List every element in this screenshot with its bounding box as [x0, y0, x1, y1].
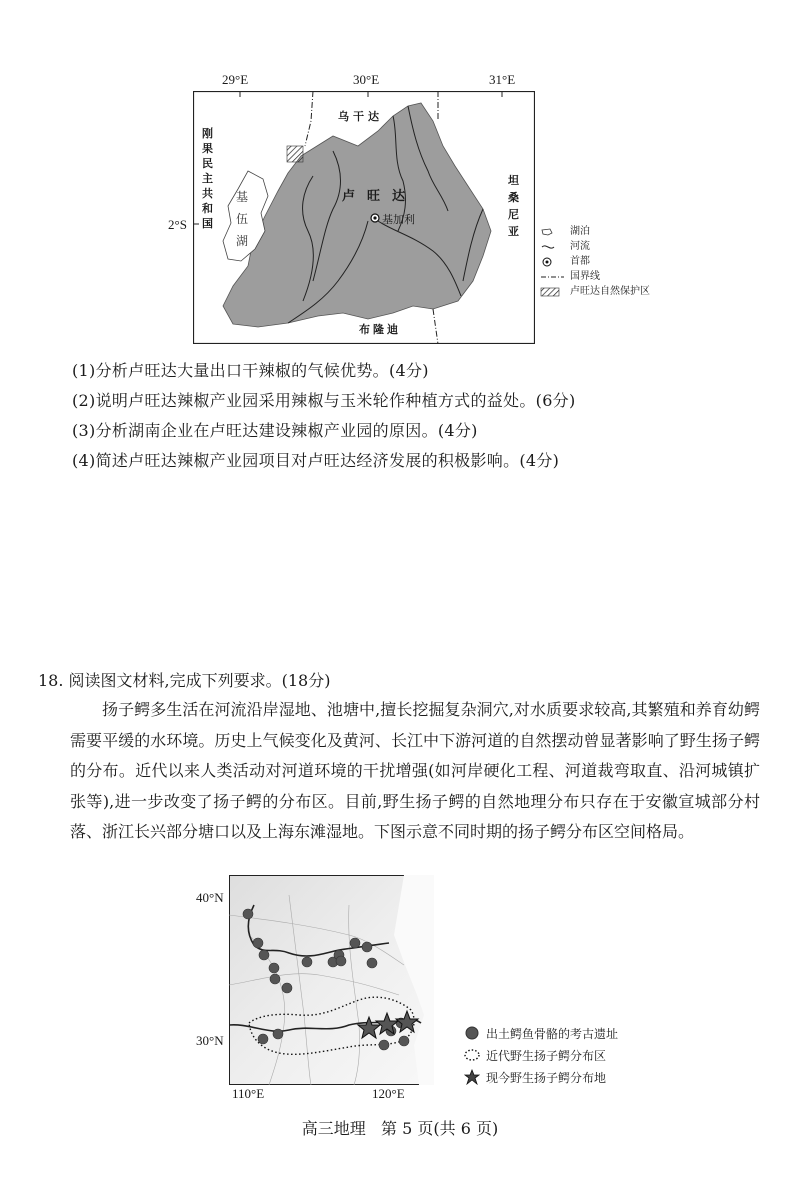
alligator-map [229, 875, 434, 1085]
capital-icon [540, 256, 566, 268]
legend-row [540, 239, 650, 254]
legend-label: 国界线 [570, 271, 600, 282]
label-congo: 刚果民主共和国 [202, 127, 213, 230]
legend-row [540, 284, 650, 299]
legend-label: 出土鳄鱼骨骼的考古遗址 [486, 1026, 619, 1041]
map1-legend [540, 224, 650, 299]
lake-icon [540, 226, 566, 238]
border-icon [540, 271, 566, 283]
river-icon [540, 241, 566, 253]
legend-label: 现今野生扬子鳄分布地 [486, 1070, 607, 1085]
label-uganda: 乌干达 [338, 110, 383, 123]
dot-icon [464, 1025, 480, 1041]
map2-lon-110: 110°E [232, 1086, 265, 1101]
reserve-icon [540, 286, 566, 298]
map2-legend [464, 1022, 618, 1088]
map2-lat-40: 40°N [196, 890, 224, 905]
question-1: (1)分析卢旺达大量出口干辣椒的气候优势。(4分) [72, 361, 429, 380]
legend-row [464, 1044, 618, 1066]
label-lake: 基伍湖 [236, 190, 249, 248]
legend-label: 河流 [570, 241, 590, 252]
map1-lon-30: 30°E [353, 72, 380, 87]
legend-label: 首都 [570, 256, 590, 267]
legend-row [540, 269, 650, 284]
star-icon [464, 1069, 480, 1085]
legend-label: 湖泊 [570, 226, 590, 237]
nature-reserve [287, 146, 303, 162]
question-4: (4)简述卢旺达辣椒产业园项目对卢旺达经济发展的积极影响。(4分) [72, 451, 560, 470]
map1-lat-2s: 2°S [168, 217, 187, 232]
label-rwanda: 卢旺达 [342, 189, 418, 204]
map2-lon-120: 120°E [372, 1086, 405, 1101]
legend-row [464, 1022, 618, 1044]
question-3: (3)分析湖南企业在卢旺达建设辣椒产业园的原因。(4分) [72, 421, 478, 440]
q18-title: 18. 阅读图文材料,完成下列要求。(18分) [38, 671, 331, 690]
q18-paragraph: 扬子鳄多生活在河流沿岸湿地、池塘中,擅长挖掘复杂洞穴,对水质要求较高,其繁殖和养育幼鳄需要平缓的水环境。历史上气候变化及黄河、长江中下游河道的自然摆动曾显著影响了野生扬子鳄的分布。近代以来人类活动对河道环境的干扰增强(如河岸硬化工程、河道裁弯取直、沿河城镇扩张等),进一步改变了扬子鳄的分布区。目前,野生扬子鳄的自然地理分布只存在于安徽宣城部分村落、浙江长兴部分塘口以及上海东滩湿地。下图示意不同时期的扬子鳄分布区空间格局。 [70, 700, 760, 841]
legend-label: 卢旺达自然保护区 [570, 286, 650, 297]
page-footer: 高三地理 第 5 页(共 6 页) [301, 1119, 499, 1138]
legend-row [540, 254, 650, 269]
dotted-area-icon [464, 1047, 480, 1063]
legend-row [464, 1066, 618, 1088]
map1-lon-31: 31°E [489, 72, 516, 87]
map2-lat-30: 30°N [196, 1033, 224, 1048]
label-burundi: 布隆迪 [359, 323, 401, 336]
map1-lon-29: 29°E [222, 72, 249, 87]
label-capital: 基加利 [382, 213, 415, 226]
legend-label: 近代野生扬子鳄分布区 [486, 1048, 607, 1063]
label-tanzania: 坦桑尼亚 [508, 174, 519, 238]
legend-row [540, 224, 650, 239]
question-2: (2)说明卢旺达辣椒产业园采用辣椒与玉米轮作种植方式的益处。(6分) [72, 391, 576, 410]
